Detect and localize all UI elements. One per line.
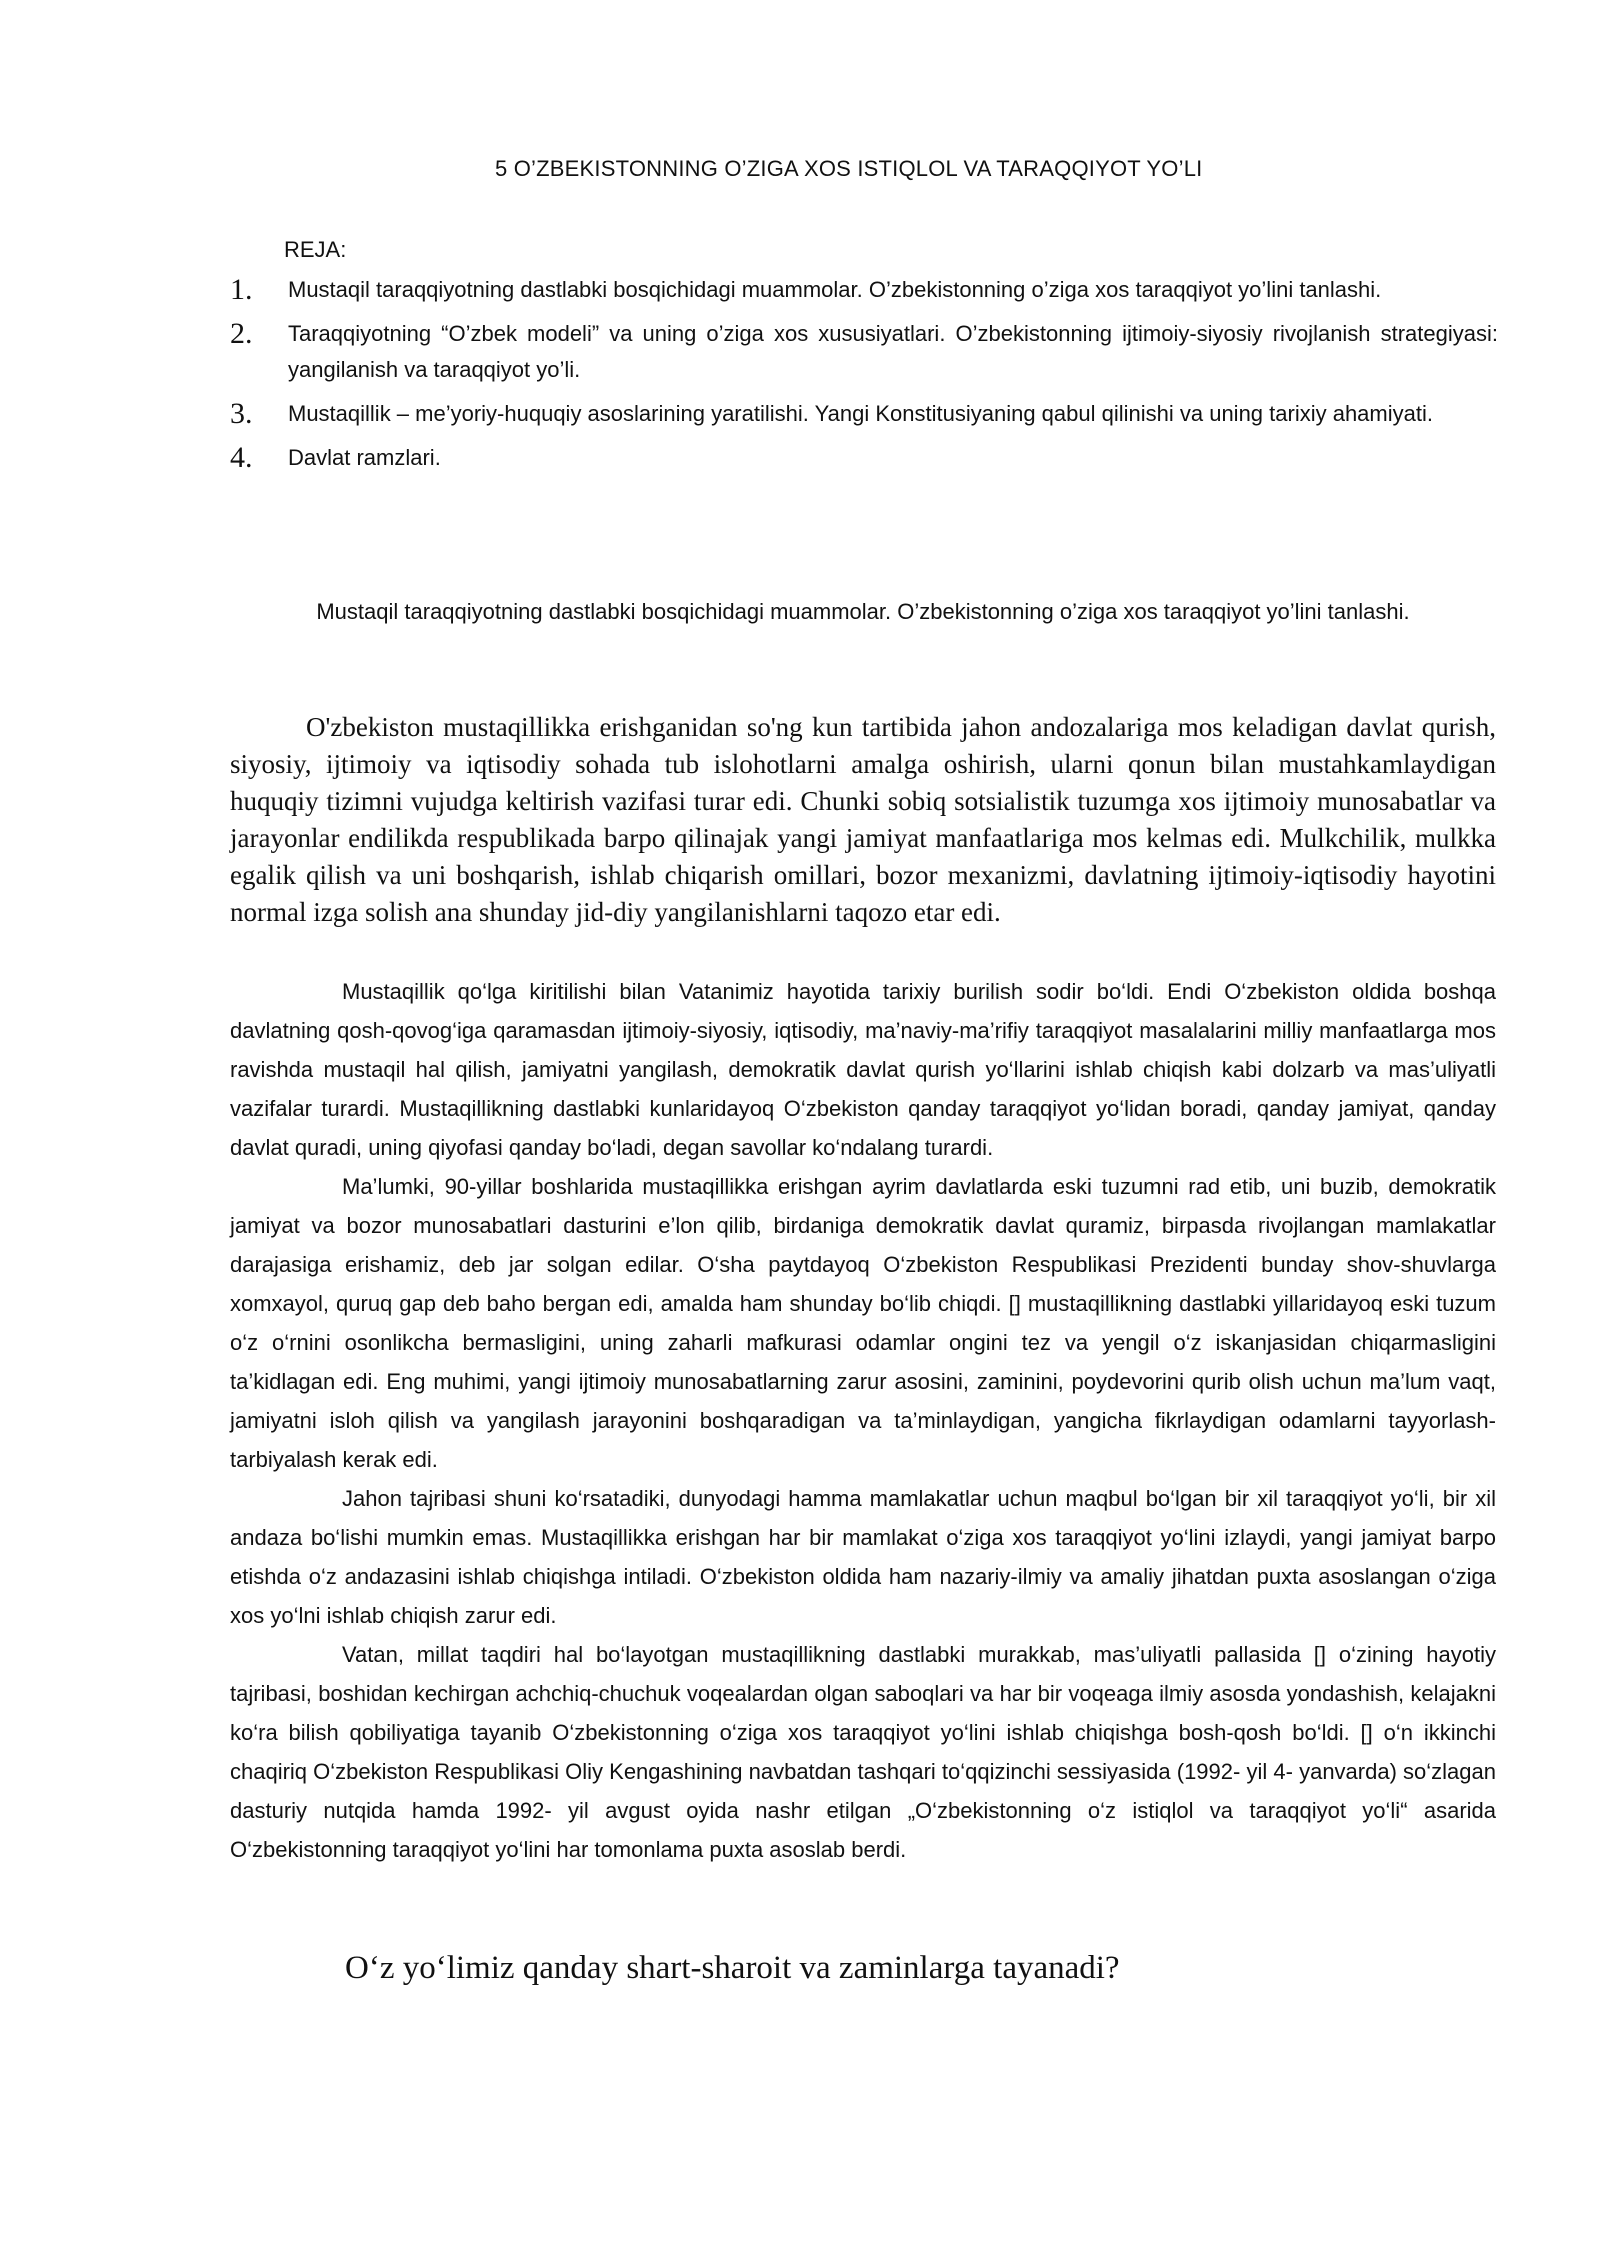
document-title: 5 O’ZBEKISTONNING O’ZIGA XOS ISTIQLOL VA TARAQQIYOT YO’LI xyxy=(495,156,1203,181)
plan-item xyxy=(230,316,1498,388)
body-text xyxy=(230,972,1496,1869)
plan-item-number: 2. xyxy=(230,317,253,350)
body-paragraph: Jahon tajribasi shuni ko‘rsatadiki, dunyodagi hamma mamlakatlar uchun maqbul bo‘lgan bir xil taraqqiyot yo‘li, bir xil andaza bo‘lishi mumkin emas. Mustaqillikka erishgan har bir mamlakat o‘ziga xos taraqqiyot yo‘lini izlaydi, yangi jamiyat barpo etishda o‘z andazasini ishlab chiqishga intiladi. O‘zbekiston oldida ham nazariy-ilmiy va amaliy jihatdan puxta asoslangan o‘ziga xos yo‘lni ishlab chiqish zarur edi. xyxy=(230,1486,1496,1628)
intro-paragraph: O'zbekiston mustaqillikka erishganidan so'ng kun tartibida jahon andozalariga mos keladigan davlat qurish, siyosiy, ijtimoiy va iqtisodiy sohada tub islohotlarni amalga oshirish, ularni qonun bilan mustahkamlaydigan huquqiy tizimni vujudga keltirish vazifasi turar edi. Chunki sobiq sotsialistik tuzumga xos ijtimoiy munosabatlar va jarayonlar endilikda respublikada barpo qilinajak yangi jamiyat manfaatlariga mos kelmas edi. Mulkchilik, mulkka egalik qilish va uni boshqarish, ishlab chiqarish omillari, bozor mexanizmi, davlatning ijtimoiy-iqtisodiy hayotini normal izga solish ana shunday jid-diy yangilanishlarni taqozo etar edi. xyxy=(230,712,1496,927)
plan-item-number: 3. xyxy=(230,397,253,430)
plan-item xyxy=(230,396,1498,432)
plan-item-text: Mustaqillik – me’yoriy-huquqiy asoslarining yaratilishi. Yangi Konstitusiyaning qabul qilinishi va uning tarixiy ahamiyati. xyxy=(288,401,1433,426)
plan-item xyxy=(230,272,1498,308)
closing-heading: O‘z yo‘limiz qanday shart-sharoit va zaminlarga tayanadi? xyxy=(345,1950,1120,1986)
plan-item-text: Davlat ramzlari. xyxy=(288,445,441,470)
plan-item-text: Mustaqil taraqqiyotning dastlabki bosqichidagi muammolar. O’zbekistonning o’ziga xos taraqqiyot yo’lini tanlashi. xyxy=(288,277,1382,302)
plan-item-text: Taraqqiyotning “O’zbek modeli” va uning o’ziga xos xususiyatlari. O’zbekistonning ijtimoiy-siyosiy rivojlanish strategiyasi: yangilanish va taraqqiyot yo’li. xyxy=(288,321,1498,382)
plan-item xyxy=(230,440,1498,476)
body-paragraph: Vatan, millat taqdiri hal bo‘layotgan mustaqillikning dastlabki murakkab, mas’uliyatli pallasida [] o‘zining hayotiy tajribasi, boshidan kechirgan achchiq-chuchuk voqealardan olgan saboqlari va har bir voqeaga ilmiy asosda yondashish, kelajakni ko‘ra bilish qobiliyatiga tayanib O‘zbekistonning o‘ziga xos taraqqiyot yo‘lini ishlab chiqishga bosh-qosh bo‘ldi. [] o‘n ikkinchi chaqiriq O‘zbekiston Respublikasi Oliy Kengashining navbatdan tashqari to‘qqizinchi sessiyasida (1992- yil 4- yanvarda) so‘zlagan dasturiy nutqida hamda 1992- yil avgust oyida nashr etilgan „O‘zbekistonning o‘z istiqlol va taraqqiyot yo‘li“ asarida O‘zbekistonning taraqqiyot yo‘lini har tomonlama puxta asoslab berdi. xyxy=(230,1642,1496,1862)
body-paragraph: Ma’lumki, 90-yillar boshlarida mustaqillikka erishgan ayrim davlatlarda eski tuzumni rad etib, uni buzib, demokratik jamiyat va bozor munosabatlari dasturini e’lon qilib, birdaniga demokratik davlat quramiz, birpasda rivojlangan mamlakatlar darajasiga erishamiz, deb jar solgan edilar. O‘sha paytdayoq O‘zbekiston Respublikasi Prezidenti bunday shov-shuvlarga xomxayol, quruq gap deb baho bergan edi, amalda ham shunday bo‘lib chiqdi. [] mustaqillikning dastlabki yillaridayoq eski tuzum o‘z o‘rnini osonlikcha bermasligini, uning zaharli mafkurasi odamlar ongini tez va yengil o‘z iskanjasidan chiqarmasligini ta’kidlagan edi. Eng muhimi, yangi ijtimoiy munosabatlarning zarur asosini, zaminini, poydevorini qurib olish uchun ma’lum vaqt, jamiyatni isloh qilish va yangilash jarayonini boshqaradigan va ta’minlaydigan, yangicha fikrlaydigan odamlarni tayyorlash-tarbiyalash kerak edi. xyxy=(230,1174,1496,1472)
plan-label: REJA: xyxy=(284,237,347,262)
plan-item-number: 1. xyxy=(230,273,253,306)
section-heading: Mustaqil taraqqiyotning dastlabki bosqichidagi muammolar. O’zbekistonning o’ziga xos taraqqiyot yo’lini tanlashi. xyxy=(316,599,1410,624)
body-paragraph: Mustaqillik qo‘lga kiritilishi bilan Vatanimiz hayotida tarixiy burilish sodir bo‘ldi. Endi O‘zbekiston oldida boshqa davlatning qosh-qovog‘iga qaramasdan ijtimoiy-siyosiy, iqtisodiy, ma’naviy-ma’rifiy taraqqiyot masalalarini milliy manfaatlarga mos ravishda mustaqil hal qilish, jamiyatni yangilash, demokratik davlat qurish yo‘llarini ishlab chiqish kabi dolzarb va mas’uliyatli vazifalar turardi. Mustaqillikning dastlabki kunlaridayoq O‘zbekiston qanday taraqqiyot yo‘lidan boradi, qanday jamiyat, qanday davlat quradi, uning qiyofasi qanday bo‘ladi, degan savollar ko‘ndalang turardi. xyxy=(230,979,1496,1160)
plan-item-number: 4. xyxy=(230,441,253,474)
plan-list xyxy=(230,272,1510,484)
